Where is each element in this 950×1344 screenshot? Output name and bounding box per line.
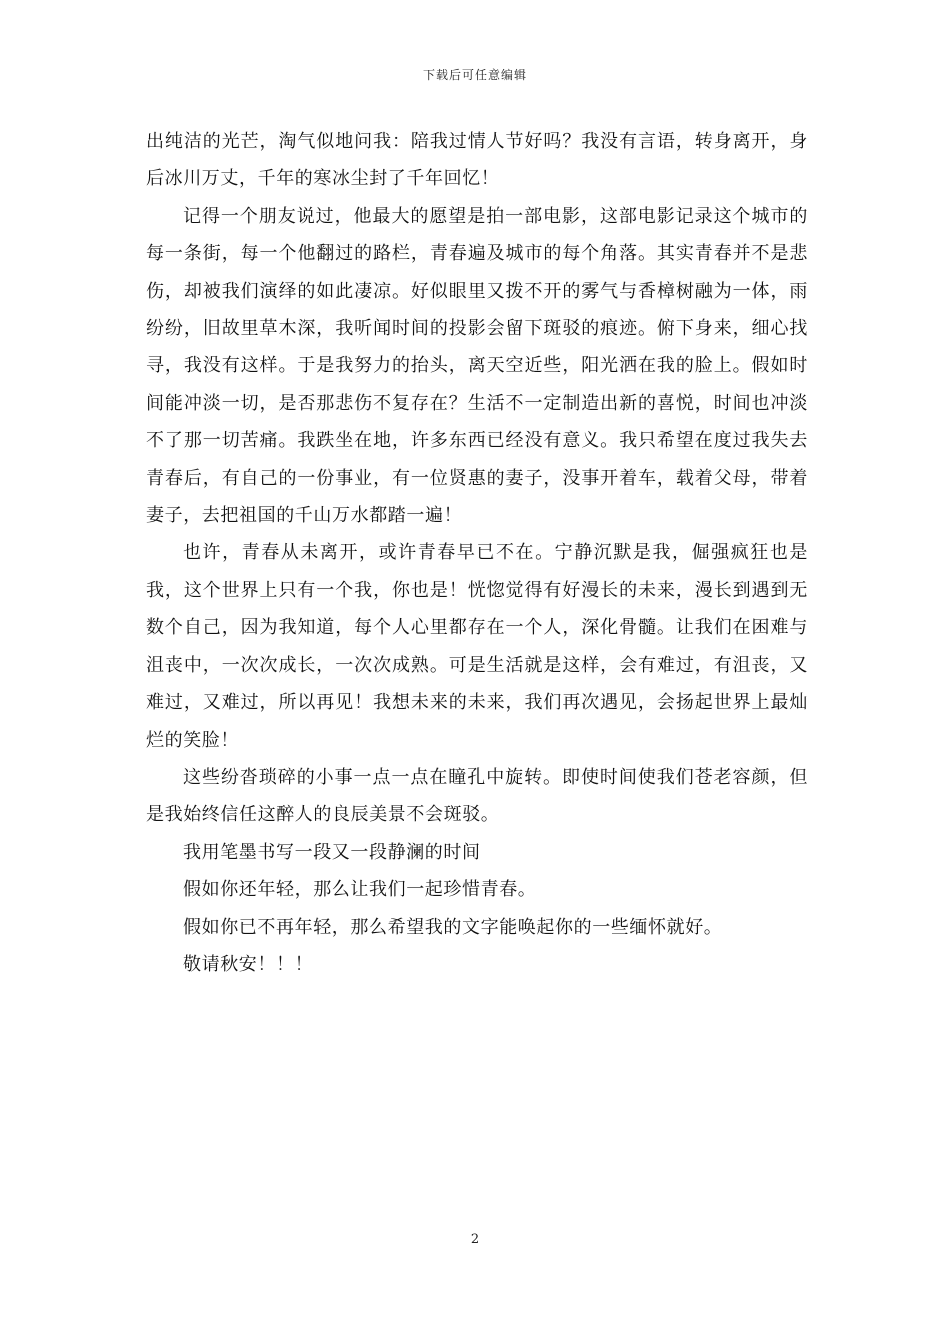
paragraph: 也许，青春从未离开，或许青春早已不在。宁静沉默是我，倔强疯狂也是我，这个世界上只有一个我，你也是！恍惚觉得有好漫长的未来，漫长到遇到无数个自己，因为我知道，每个人心里都存在一个人，深化骨髓。让我们在困难与沮丧中，一次次成长，一次次成熟。可是生活就是这样，会有难过，有沮丧，又难过，又难过，所以再见！我想未来的未来，我们再次遇见，会扬起世界上最灿烂的笑脸！ <box>146 542 808 751</box>
paragraph: 假如你还年轻，那么让我们一起珍惜青春。 <box>183 879 537 901</box>
paragraph: 敬请秋安！！！ <box>183 953 314 975</box>
paragraph: 出纯洁的光芒，淘气似地问我：陪我过情人节好吗？我没有言语，转身离开，身后冰川万丈，千年的寒冰尘封了千年回忆！ <box>146 131 808 190</box>
paragraph: 记得一个朋友说过，他最大的愿望是拍一部电影，这部电影记录这个城市的每一条街，每一个他翻过的路栏，青春遍及城市的每个角落。其实青春并不是悲伤，却被我们演绎的如此凄凉。好似眼里又拨不开的雾气与香樟树融为一体，雨纷纷，旧故里草木深，我听闻时间的投影会留下斑驳的痕迹。俯下身来，细心找寻，我没有这样。于是我努力的抬头，离天空近些，阳光洒在我的脸上。假如时间能冲淡一切，是否那悲伤不复存在？生活不一定制造出新的喜悦，时间也冲淡不了那一切苦痛。我跌坐在地，许多东西已经没有意义。我只希望在度过我失去青春后，有自己的一份事业，有一位贤惠的妻子，没事开着车，载着父母，带着妻子，去把祖国的千山万水都踏一遍！ <box>146 205 808 527</box>
paragraph: 假如你已不再年轻，那么希望我的文字能唤起你的一些缅怀就好。 <box>183 916 723 938</box>
paragraph: 我用笔墨书写一段又一段静澜的时间 <box>183 841 481 863</box>
page-header: 下载后可任意编辑 <box>422 68 527 82</box>
document-body <box>146 123 808 983</box>
page-number: 2 <box>470 1232 480 1247</box>
paragraph: 这些纷沓琐碎的小事一点一点在瞳孔中旋转。即使时间使我们苍老容颜，但是我始终信任这醉人的良辰美景不会斑驳。 <box>146 766 808 826</box>
